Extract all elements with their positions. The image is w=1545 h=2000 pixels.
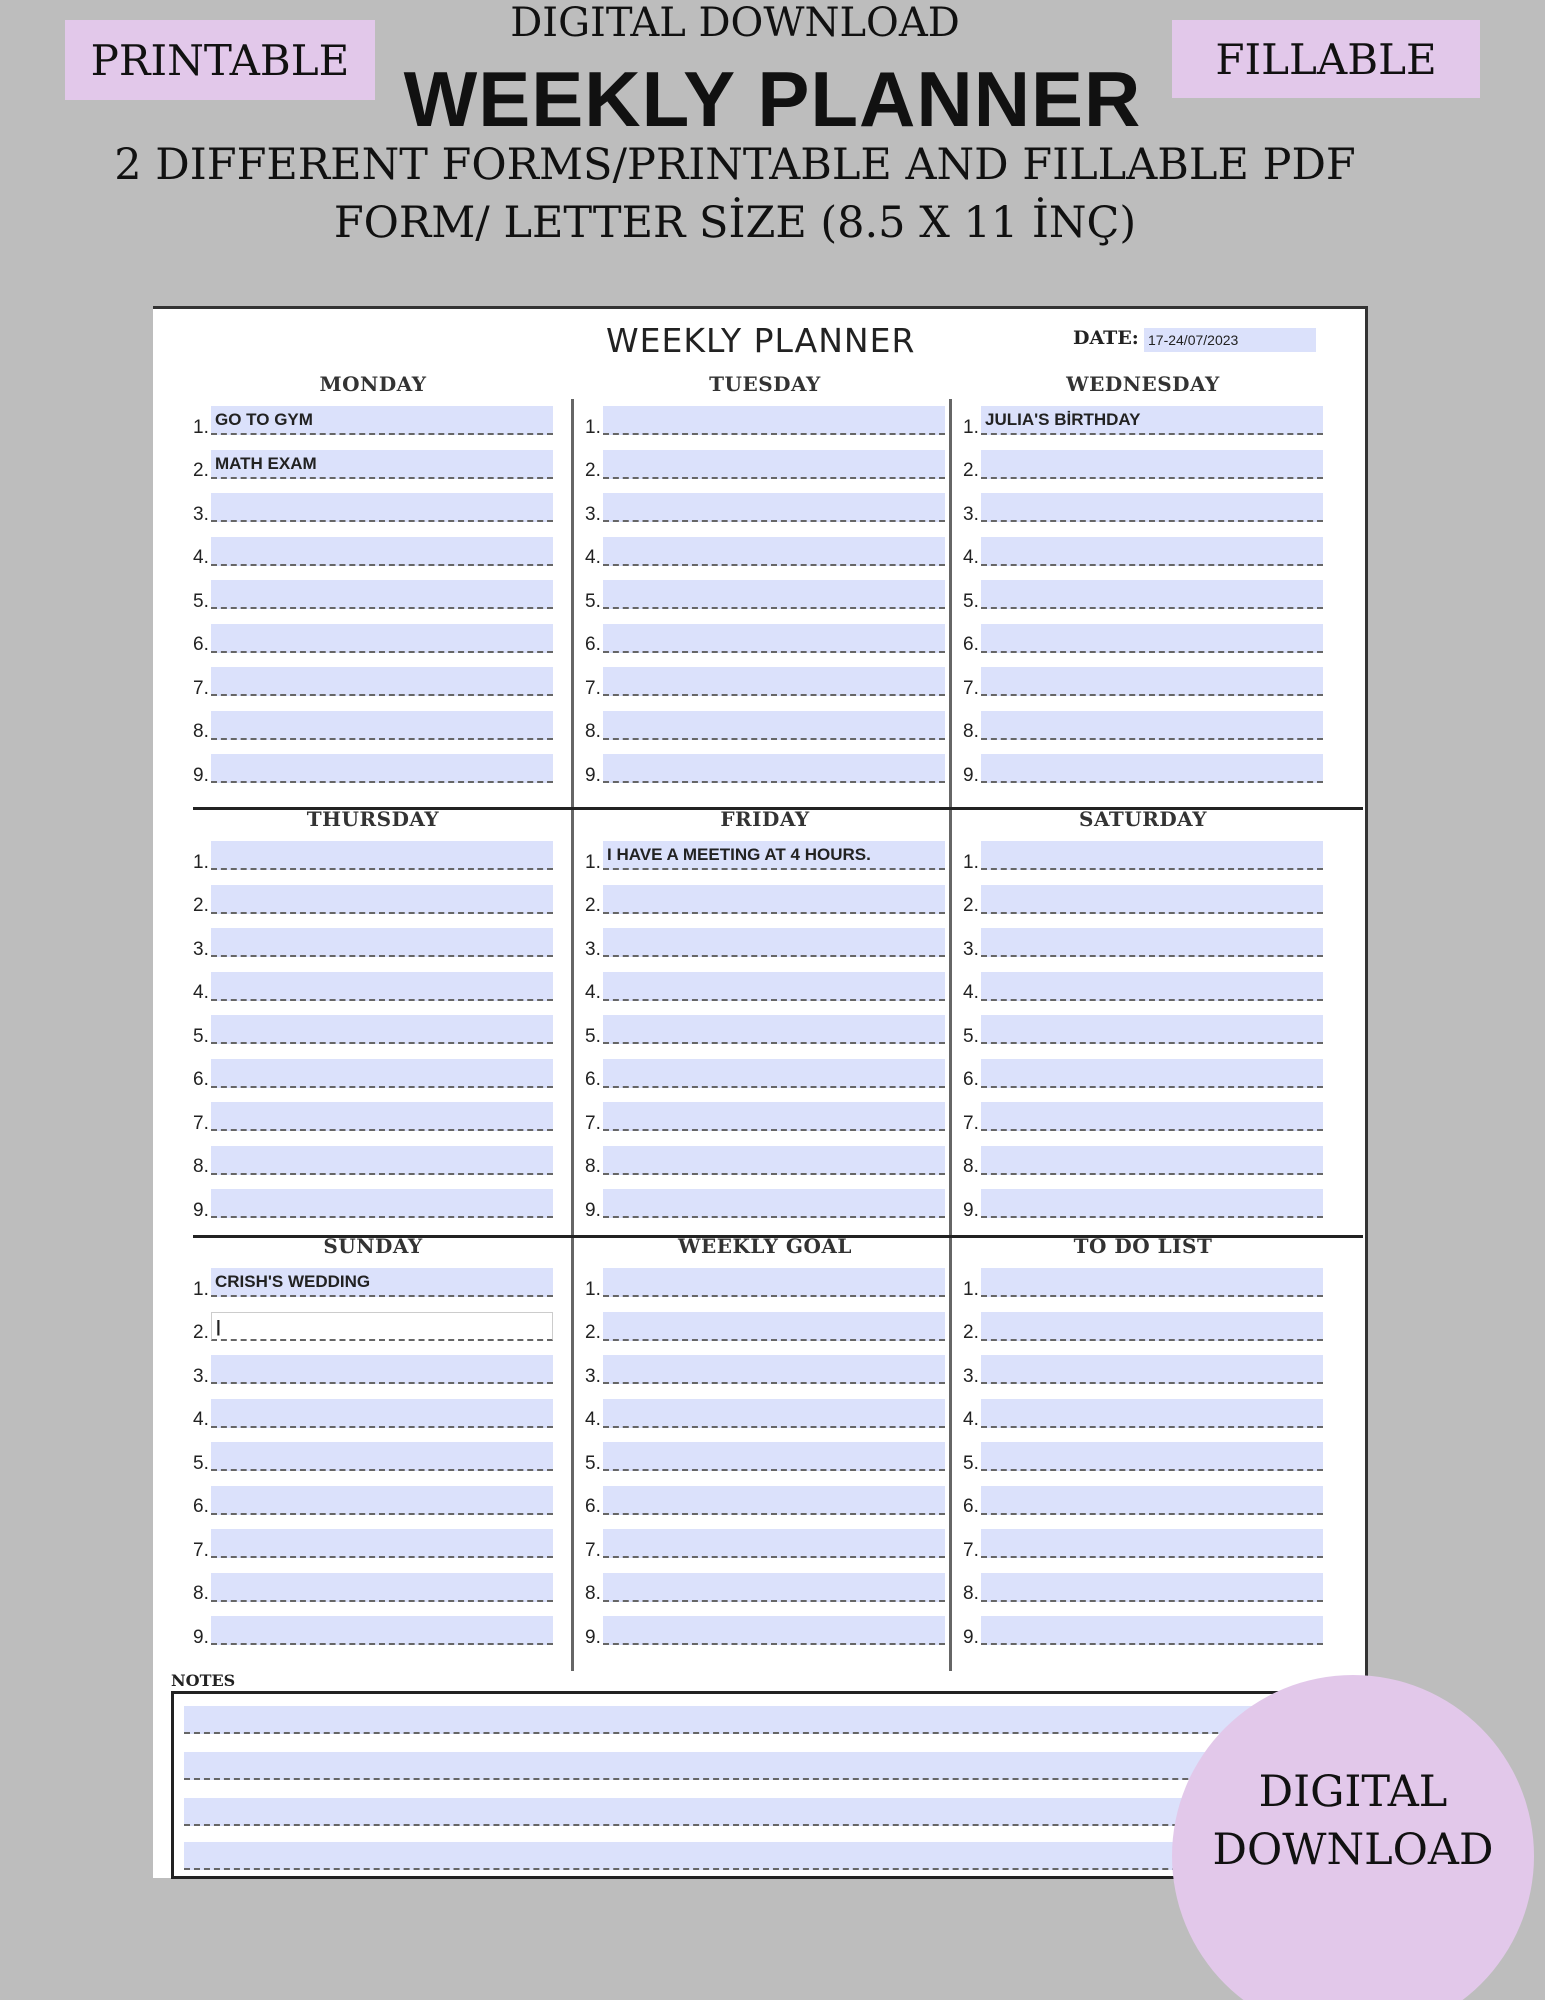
entry-row [963, 834, 1323, 878]
row-number: 1. [585, 851, 601, 873]
row-number: 7. [193, 1112, 209, 1134]
row-number: 4. [963, 1409, 979, 1430]
entry-row [963, 1008, 1323, 1052]
entry-row [963, 1182, 1323, 1226]
section-heading: TO DO LIST [1073, 1234, 1213, 1258]
notes-line[interactable] [184, 1798, 1328, 1826]
entry-field[interactable] [211, 667, 553, 696]
entry-row [193, 1435, 553, 1479]
entry-row [193, 530, 553, 574]
entry-row [585, 834, 945, 878]
entry-row [963, 1566, 1323, 1610]
row-number: 7. [585, 1539, 601, 1561]
row-number: 9. [193, 764, 209, 786]
row-number: 7. [193, 1539, 209, 1561]
entry-field[interactable] [981, 1616, 1323, 1645]
entry-row [963, 573, 1323, 617]
section-heading: SUNDAY [323, 1234, 423, 1258]
row-number: 5. [963, 1452, 979, 1474]
entry-field[interactable] [211, 1015, 553, 1044]
entry-row [963, 1261, 1323, 1305]
row-number: 5. [585, 1452, 601, 1474]
entry-field[interactable] [981, 1529, 1323, 1558]
entry-field[interactable]: GO TO GYM [211, 406, 553, 435]
entry-row [585, 921, 945, 965]
entry-row [585, 443, 945, 487]
row-number: 4. [193, 1409, 209, 1430]
entry-field[interactable] [981, 1189, 1323, 1218]
entry-field[interactable] [211, 711, 553, 740]
entry-field[interactable] [211, 1573, 553, 1602]
entry-row [963, 921, 1323, 965]
entry-field[interactable] [603, 928, 945, 957]
entry-field[interactable] [603, 1059, 945, 1088]
row-number: 9. [963, 764, 979, 786]
entry-row [585, 1052, 945, 1096]
entry-field[interactable] [981, 493, 1323, 522]
section-sunday [193, 1231, 553, 1653]
row-number: 5. [193, 590, 209, 612]
row-number: 1. [585, 1278, 601, 1300]
section-heading: WEDNESDAY [1066, 372, 1220, 396]
entry-row [585, 660, 945, 704]
row-number: 6. [193, 1496, 209, 1517]
entry-row [963, 965, 1323, 1009]
row-number: 9. [193, 1199, 209, 1221]
entry-field[interactable] [981, 754, 1323, 783]
entry-row [193, 399, 553, 443]
entry-field[interactable] [211, 1059, 553, 1088]
row-number: 1. [585, 416, 601, 438]
entry-row [193, 1052, 553, 1096]
entry-field[interactable] [211, 885, 553, 914]
entry-row [585, 1182, 945, 1226]
date-label: DATE: [1073, 327, 1139, 349]
entry-row [585, 399, 945, 443]
row-number: 2. [963, 895, 979, 916]
entry-field[interactable]: MATH EXAM [211, 450, 553, 479]
entry-field[interactable] [603, 1312, 945, 1341]
entry-row [963, 704, 1323, 748]
row-number: 2. [585, 895, 601, 916]
section-thursday [193, 804, 553, 1226]
section-heading: MONDAY [319, 372, 427, 396]
entry-row [193, 486, 553, 530]
entry-row [585, 704, 945, 748]
entry-field[interactable] [981, 1355, 1323, 1384]
entry-field[interactable] [603, 885, 945, 914]
row-number: 3. [963, 1365, 979, 1387]
row-number: 1. [193, 416, 209, 438]
entry-field[interactable] [981, 841, 1323, 870]
entry-row [193, 965, 553, 1009]
entry-row [193, 1008, 553, 1052]
entry-row [585, 1435, 945, 1479]
row-number: 8. [585, 721, 601, 742]
entry-field[interactable] [211, 537, 553, 566]
row-number: 9. [963, 1626, 979, 1648]
entry-row [585, 530, 945, 574]
entry-field[interactable] [603, 667, 945, 696]
entry-field[interactable] [603, 1102, 945, 1131]
subtitle-line-2: FORM/ LETTER SİZE (8.5 X 11 İNÇ) [333, 198, 1137, 248]
notes-line[interactable] [184, 1752, 1328, 1780]
entry-field[interactable] [603, 537, 945, 566]
entry-field[interactable] [603, 1268, 945, 1297]
entry-row [193, 1305, 553, 1349]
row-number: 5. [193, 1025, 209, 1047]
entry-field[interactable] [981, 1268, 1323, 1297]
entry-field[interactable] [211, 1529, 553, 1558]
entry-row [585, 747, 945, 791]
row-number: 4. [963, 547, 979, 568]
row-number: 9. [193, 1626, 209, 1648]
entry-row [585, 1479, 945, 1523]
top-kicker: DIGITAL DOWNLOAD [510, 0, 960, 46]
row-number: 1. [963, 1278, 979, 1300]
notes-box[interactable] [171, 1691, 1341, 1879]
entry-row [585, 617, 945, 661]
entry-row [193, 704, 553, 748]
row-number: 6. [193, 1069, 209, 1090]
entry-row [963, 1139, 1323, 1183]
entry-field[interactable]: CRISH'S WEDDING [211, 1268, 553, 1297]
section-wednesday [963, 369, 1323, 791]
entry-row [963, 878, 1323, 922]
entry-row [963, 530, 1323, 574]
entry-field[interactable] [603, 406, 945, 435]
entry-row [963, 1052, 1323, 1096]
row-number: 2. [585, 460, 601, 481]
entry-field[interactable] [981, 667, 1323, 696]
entry-field[interactable] [211, 1399, 553, 1428]
entry-row [585, 573, 945, 617]
entry-field[interactable] [211, 1102, 553, 1131]
row-number: 7. [963, 677, 979, 699]
entry-field[interactable] [603, 1015, 945, 1044]
row-number: 8. [963, 721, 979, 742]
notes-label: NOTES [171, 1671, 236, 1690]
entry-field[interactable] [211, 928, 553, 957]
row-number: 6. [963, 1069, 979, 1090]
entry-field[interactable] [211, 1146, 553, 1175]
entry-field[interactable] [603, 624, 945, 653]
entry-field[interactable] [981, 885, 1323, 914]
entry-row [963, 1609, 1323, 1653]
entry-row [585, 1566, 945, 1610]
row-number: 6. [585, 634, 601, 655]
row-number: 1. [963, 851, 979, 873]
entry-field[interactable] [603, 1355, 945, 1384]
row-number: 9. [963, 1199, 979, 1221]
main-title: WEEKLY PLANNER [403, 55, 1142, 143]
entry-row [963, 399, 1323, 443]
entry-field[interactable] [211, 841, 553, 870]
entry-field[interactable] [211, 754, 553, 783]
row-number: 8. [585, 1156, 601, 1177]
entry-row [963, 617, 1323, 661]
entry-field[interactable] [603, 580, 945, 609]
entry-field[interactable]: | [211, 1312, 553, 1341]
entry-row [963, 1095, 1323, 1139]
entry-field[interactable] [603, 711, 945, 740]
entry-row [585, 1008, 945, 1052]
section-to-do-list [963, 1231, 1323, 1653]
entry-row [585, 1609, 945, 1653]
entry-field[interactable] [211, 1616, 553, 1645]
entry-row [193, 1182, 553, 1226]
row-number: 5. [585, 1025, 601, 1047]
entry-field[interactable] [981, 972, 1323, 1001]
entry-row [585, 1392, 945, 1436]
entry-field[interactable] [211, 580, 553, 609]
entry-field[interactable]: I HAVE A MEETING AT 4 HOURS. [603, 841, 945, 870]
entry-field[interactable] [603, 972, 945, 1001]
entry-row [585, 1139, 945, 1183]
entry-row [963, 747, 1323, 791]
entry-field[interactable] [603, 1146, 945, 1175]
row-number: 4. [585, 1409, 601, 1430]
entry-row [585, 878, 945, 922]
entry-field[interactable] [211, 493, 553, 522]
entry-row [193, 1139, 553, 1183]
row-number: 8. [963, 1583, 979, 1604]
notes-line[interactable] [184, 1842, 1328, 1870]
column-divider-2 [949, 399, 952, 1671]
entry-field[interactable] [981, 624, 1323, 653]
row-number: 3. [585, 1365, 601, 1387]
row-number: 3. [193, 938, 209, 960]
row-number: 7. [963, 1539, 979, 1561]
row-number: 8. [193, 1583, 209, 1604]
row-number: 2. [193, 1322, 209, 1343]
entry-row [585, 1305, 945, 1349]
entry-field[interactable]: JULIA'S BİRTHDAY [981, 406, 1323, 435]
row-number: 8. [193, 721, 209, 742]
entry-row [585, 486, 945, 530]
row-number: 6. [585, 1069, 601, 1090]
notes-line[interactable] [184, 1706, 1328, 1734]
entry-field[interactable] [211, 1355, 553, 1384]
row-number: 6. [585, 1496, 601, 1517]
entry-row [193, 834, 553, 878]
row-number: 3. [963, 938, 979, 960]
entry-field[interactable] [603, 1529, 945, 1558]
entry-field[interactable] [981, 1059, 1323, 1088]
entry-field[interactable] [981, 1102, 1323, 1131]
row-number: 4. [193, 982, 209, 1003]
row-number: 2. [193, 895, 209, 916]
row-number: 1. [193, 1278, 209, 1300]
section-heading: THURSDAY [306, 807, 440, 831]
entry-field[interactable] [603, 1442, 945, 1471]
entry-row [585, 1522, 945, 1566]
entry-field[interactable] [981, 1399, 1323, 1428]
entry-row [585, 1348, 945, 1392]
date-field[interactable]: 17-24/07/2023 [1144, 328, 1316, 352]
row-number: 2. [193, 460, 209, 481]
entry-row [193, 921, 553, 965]
entry-row [585, 1095, 945, 1139]
entry-field[interactable] [211, 624, 553, 653]
row-number: 2. [963, 460, 979, 481]
row-number: 6. [193, 634, 209, 655]
entry-row [963, 660, 1323, 704]
row-number: 5. [585, 590, 601, 612]
entry-field[interactable] [603, 1399, 945, 1428]
entry-row [193, 573, 553, 617]
column-divider-1 [571, 399, 574, 1671]
entry-row [963, 1348, 1323, 1392]
circle-line-2: DOWNLOAD [1212, 1825, 1494, 1875]
entry-row [963, 1305, 1323, 1349]
row-number: 7. [585, 677, 601, 699]
entry-row [963, 486, 1323, 530]
section-saturday [963, 804, 1323, 1226]
row-number: 1. [193, 851, 209, 873]
entry-field[interactable] [603, 1486, 945, 1515]
row-number: 4. [193, 547, 209, 568]
entry-row [193, 878, 553, 922]
sheet-title: WEEKLY PLANNER [606, 321, 916, 360]
subtitle-line-1: 2 DIFFERENT FORMS/PRINTABLE AND FILLABLE PDF [114, 140, 1356, 190]
entry-row [963, 1392, 1323, 1436]
entry-field[interactable] [211, 972, 553, 1001]
row-number: 3. [585, 503, 601, 525]
entry-field[interactable] [981, 1486, 1323, 1515]
entry-row [193, 747, 553, 791]
row-number: 6. [963, 634, 979, 655]
section-monday [193, 369, 553, 791]
row-number: 3. [193, 1365, 209, 1387]
row-number: 4. [585, 982, 601, 1003]
entry-row [193, 1348, 553, 1392]
entry-row [585, 1261, 945, 1305]
section-weekly-goal [585, 1231, 945, 1653]
section-heading: SATURDAY [1079, 807, 1207, 831]
entry-row [193, 1261, 553, 1305]
entry-field[interactable] [603, 1616, 945, 1645]
entry-field[interactable] [981, 1573, 1323, 1602]
entry-row [193, 1609, 553, 1653]
row-number: 5. [963, 590, 979, 612]
entry-field[interactable] [603, 493, 945, 522]
entry-field[interactable] [211, 1486, 553, 1515]
circle-line-1: DIGITAL [1258, 1767, 1448, 1817]
entry-row [193, 1522, 553, 1566]
row-number: 2. [963, 1322, 979, 1343]
row-number: 3. [963, 503, 979, 525]
entry-field[interactable] [603, 1189, 945, 1218]
entry-row [193, 1095, 553, 1139]
section-tuesday [585, 369, 945, 791]
entry-field[interactable] [603, 754, 945, 783]
entry-row [193, 443, 553, 487]
entry-row [193, 1479, 553, 1523]
row-number: 4. [963, 982, 979, 1003]
entry-row [193, 1392, 553, 1436]
printable-badge: PRINTABLE [65, 20, 375, 100]
row-number: 5. [963, 1025, 979, 1047]
entry-row [963, 1522, 1323, 1566]
section-heading: WEEKLY GOAL [678, 1234, 852, 1258]
entry-row [193, 1566, 553, 1610]
section-heading: FRIDAY [720, 807, 810, 831]
entry-row [193, 617, 553, 661]
entry-field[interactable] [603, 450, 945, 479]
fillable-badge: FILLABLE [1172, 20, 1480, 98]
entry-field[interactable] [981, 1312, 1323, 1341]
row-number: 7. [963, 1112, 979, 1134]
entry-field[interactable] [981, 1442, 1323, 1471]
row-number: 8. [585, 1583, 601, 1604]
entry-row [963, 443, 1323, 487]
row-number: 3. [585, 938, 601, 960]
row-number: 6. [963, 1496, 979, 1517]
entry-row [193, 660, 553, 704]
entry-field[interactable] [981, 1015, 1323, 1044]
row-number: 3. [193, 503, 209, 525]
section-heading: TUESDAY [709, 372, 821, 396]
entry-row [585, 965, 945, 1009]
row-number: 9. [585, 1626, 601, 1648]
entry-field[interactable] [211, 1189, 553, 1218]
row-number: 2. [585, 1322, 601, 1343]
row-number: 8. [193, 1156, 209, 1177]
entry-field[interactable] [981, 928, 1323, 957]
row-number: 7. [193, 677, 209, 699]
entry-field[interactable] [981, 580, 1323, 609]
entry-row [963, 1479, 1323, 1523]
entry-field[interactable] [603, 1573, 945, 1602]
row-number: 5. [193, 1452, 209, 1474]
section-friday [585, 804, 945, 1226]
entry-field[interactable] [981, 450, 1323, 479]
entry-field[interactable] [981, 1146, 1323, 1175]
row-number: 9. [585, 764, 601, 786]
entry-field[interactable] [981, 711, 1323, 740]
row-number: 4. [585, 547, 601, 568]
row-number: 1. [963, 416, 979, 438]
row-number: 8. [963, 1156, 979, 1177]
row-number: 7. [585, 1112, 601, 1134]
planner-sheet [153, 306, 1368, 1878]
entry-field[interactable] [981, 537, 1323, 566]
row-number: 9. [585, 1199, 601, 1221]
entry-row [963, 1435, 1323, 1479]
entry-field[interactable] [211, 1442, 553, 1471]
